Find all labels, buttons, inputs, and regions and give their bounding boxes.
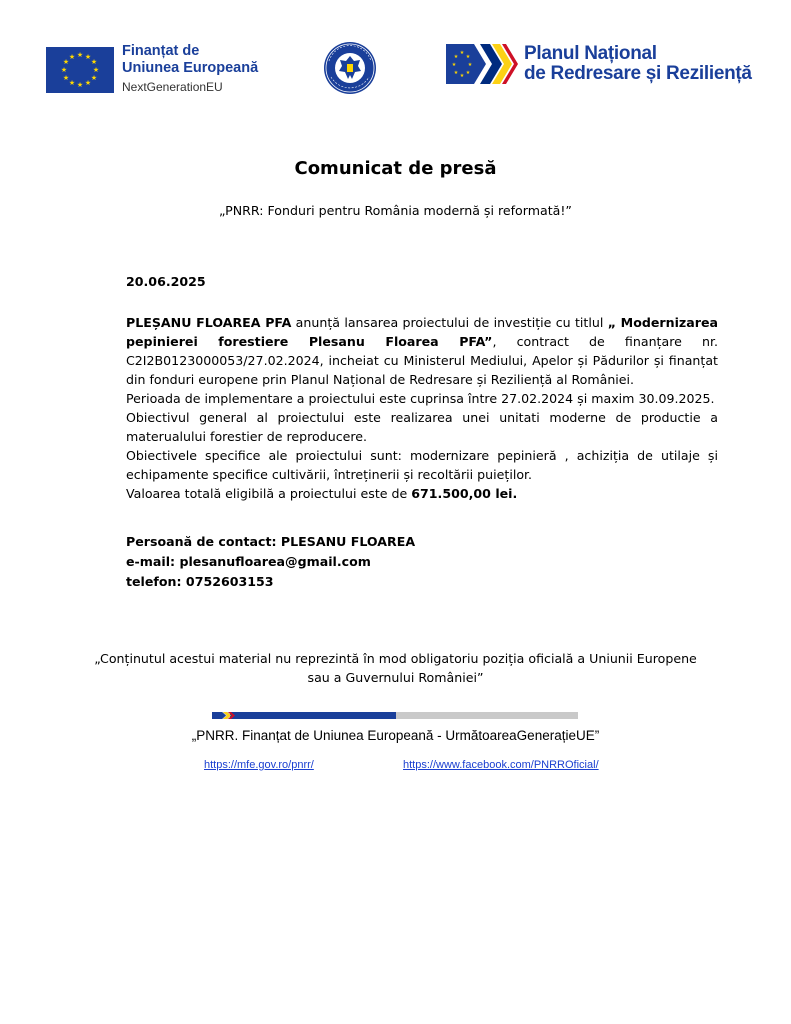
footer-divider-bar bbox=[212, 712, 578, 719]
eu-logo-line2: Uniunea Europeană bbox=[122, 60, 259, 76]
disclaimer-line2: sau a Guvernului României” bbox=[307, 670, 484, 685]
contact-person: Persoană de contact: PLESANU FLOAREA bbox=[126, 534, 416, 549]
disclaimer bbox=[0, 649, 791, 687]
paragraph-value bbox=[126, 484, 718, 503]
svg-text:★: ★ bbox=[62, 73, 70, 82]
paragraph-specific-objectives: Obiectivele specifice ale proiectului sunt: modernizare pepinieră , achiziția de utilaje și echipamente specifice cultivării, întreținerii și recoltării puieților. bbox=[126, 448, 718, 482]
svg-text:★: ★ bbox=[465, 70, 471, 76]
contact-email: e-mail: plesanufloarea@gmail.com bbox=[126, 554, 371, 569]
intro-text-b: , contract de finanțare nr. C2I2B0123000053/27.02.2024, incheiat cu Ministerul Mediului, Apelor și Pădurilor și finanțat din fonduri europene prin Planul Național de Redresare și Reziliență al României. bbox=[126, 334, 718, 387]
paragraph-general-objective: Obiectivul general al proiectului este realizarea unei unitati moderne de productie a materualului forestier de reproducere. bbox=[126, 410, 718, 444]
page-title: Comunicat de presă bbox=[294, 158, 497, 179]
company-name: PLEȘANU FLOAREA PFA bbox=[126, 315, 292, 330]
pnrr-logo bbox=[446, 44, 752, 84]
contact-block bbox=[126, 532, 415, 592]
press-release-body bbox=[126, 313, 718, 503]
pnrr-chevron-icon bbox=[446, 44, 518, 84]
paragraph-intro bbox=[126, 313, 718, 389]
svg-text:★: ★ bbox=[92, 65, 100, 74]
facebook-pnrr-link[interactable]: https://www.facebook.com/PNRROficial/ bbox=[403, 759, 599, 771]
pnrr-logo-line1: Planul Național bbox=[524, 43, 657, 64]
eu-logo-line1: Finanțat de bbox=[122, 43, 200, 59]
eu-flag-icon bbox=[46, 47, 114, 93]
svg-text:★: ★ bbox=[62, 57, 70, 66]
svg-text:★: ★ bbox=[76, 50, 84, 59]
svg-text:★: ★ bbox=[84, 78, 92, 87]
eu-logo-text bbox=[122, 43, 258, 96]
value-amount: 671.500,00 lei. bbox=[411, 486, 518, 501]
footer-tagline: „PNRR. Finanțat de Uniunea Europeană - UrmătoareaGenerațieUE” bbox=[191, 728, 600, 743]
svg-text:★: ★ bbox=[453, 70, 459, 76]
value-text: Valoarea totală eligibilă a proiectului este de bbox=[126, 486, 412, 501]
paragraph-period: Perioada de implementare a proiectului este cuprinsa între 27.02.2024 și maxim 30.09.2025. bbox=[126, 391, 715, 406]
disclaimer-line1: „Conținutul acestui material nu reprezintă în mod obligatoriu poziția oficială a Uniunii Europene bbox=[94, 651, 697, 666]
pnrr-logo-text bbox=[524, 44, 752, 84]
svg-text:★: ★ bbox=[76, 80, 84, 89]
svg-text:★: ★ bbox=[84, 52, 92, 61]
project-title: „ Modernizarea pepinierei forestiere Plesanu Floarea PFA” bbox=[126, 315, 718, 349]
page-subtitle: „PNRR: Fonduri pentru România modernă și reformată!” bbox=[219, 203, 572, 218]
svg-text:★: ★ bbox=[459, 73, 465, 79]
svg-text:★: ★ bbox=[68, 52, 76, 61]
footer-bar-blue bbox=[230, 712, 396, 719]
svg-text:★: ★ bbox=[453, 54, 459, 60]
svg-text:★: ★ bbox=[467, 62, 473, 68]
eu-logo-line3: NextGenerationEU bbox=[122, 80, 223, 94]
svg-text:★: ★ bbox=[465, 54, 471, 60]
release-date: 20.06.2025 bbox=[126, 274, 206, 289]
eu-funding-logo bbox=[46, 43, 258, 96]
mfe-pnrr-link[interactable]: https://mfe.gov.ro/pnrr/ bbox=[204, 759, 314, 771]
svg-text:★: ★ bbox=[90, 73, 98, 82]
intro-text-a: anunță lansarea proiectului de investiție cu titlul bbox=[291, 315, 608, 330]
footer-bar-chevron-icon bbox=[212, 712, 236, 719]
svg-text:★: ★ bbox=[451, 62, 457, 68]
government-seal-icon bbox=[323, 41, 377, 95]
pnrr-logo-line2: de Redresare și Reziliență bbox=[524, 63, 752, 84]
svg-text:★: ★ bbox=[459, 50, 465, 56]
svg-text:★: ★ bbox=[68, 78, 76, 87]
svg-text:★: ★ bbox=[90, 57, 98, 66]
svg-text:★: ★ bbox=[60, 65, 68, 74]
contact-phone: telefon: 0752603153 bbox=[126, 574, 274, 589]
